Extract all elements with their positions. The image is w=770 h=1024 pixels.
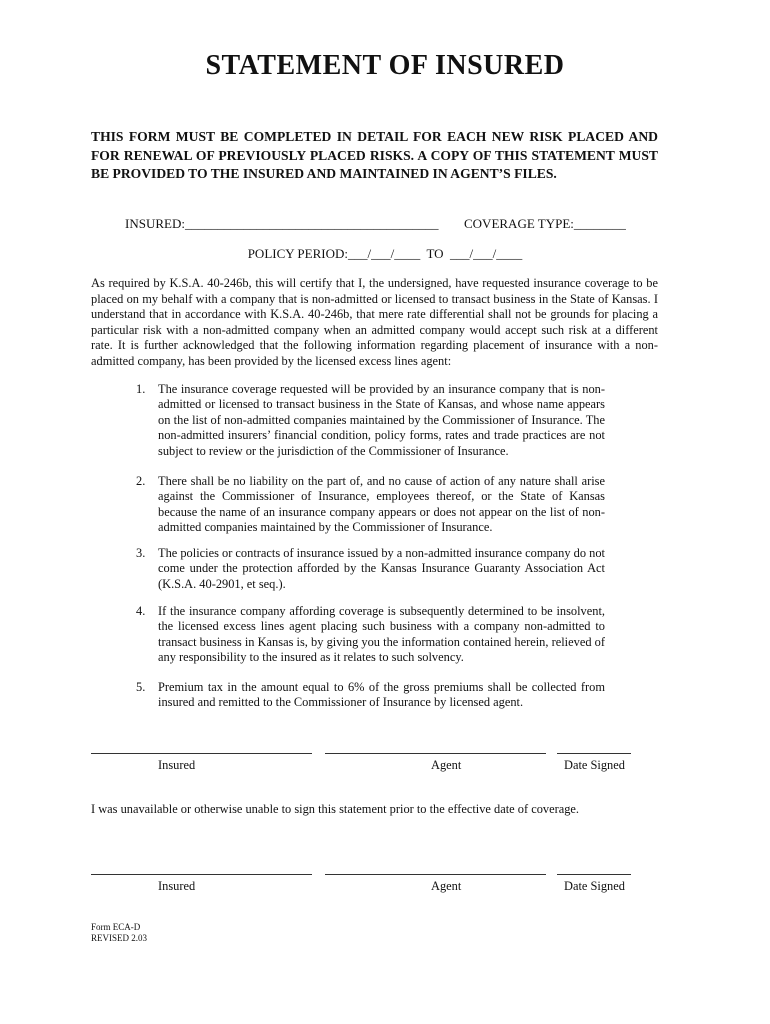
list-item-number: 1. — [136, 382, 146, 396]
insured-signature-line[interactable] — [91, 874, 312, 875]
list-item-text: There shall be no liability on the part of, and no cause of action of any nature shall arise against the Commissioner of Insurance, employees thereof, or the State of Kansas because the name of an insurance company appears or does not appear on the list of non-admitted companies maintained by the Commissioner of Insurance. — [158, 474, 605, 535]
agent-signature-line[interactable] — [325, 874, 546, 875]
certification-paragraph: As required by K.S.A. 40-246b, this will certify that I, the undersigned, have requested insurance coverage to be placed on my behalf with a company that is non-admitted or licensed to transact business in the State of Kansas. I understand that in accordance with K.S.A. 40-246b, that mere rate differential shall not be grounds for placing a particular risk with a non-admitted company when an admitted company would accept such risk at a different rate. It is further acknowledged that the following information regarding placement of insurance with a non-admitted company, has been provided by the licensed excess lines agent: — [91, 276, 658, 368]
page-title: STATEMENT OF INSURED — [205, 50, 565, 81]
agent-signature-label: Agent — [431, 758, 462, 772]
list-item-text: If the insurance company affording coverage is subsequently determined to be insolvent, the licensed excess lines agent placing such business with a company non-admitted to transact business in Kansas is, by giving you the information contained herein, relieved of any responsibility to the insured as it relates to such solvency. — [158, 604, 605, 665]
date-signed-label: Date Signed — [564, 879, 625, 893]
insured-signature-line[interactable] — [91, 753, 312, 754]
list-item-text: The policies or contracts of insurance issued by a non-admitted insurance company do not come under the protection afforded by the Kansas Insurance Guaranty Association Act (K.S.A. 40-2901, et seq.). — [158, 546, 605, 591]
list-item-number: 2. — [136, 474, 146, 488]
insured-signature-label: Insured — [158, 879, 196, 893]
list-item-number: 4. — [136, 604, 146, 618]
unavailable-statement: I was unavailable or otherwise unable to sign this statement prior to the effective date of coverage. — [91, 802, 579, 816]
date-signed-label: Date Signed — [564, 758, 625, 772]
form-number: Form ECA-D — [91, 922, 141, 932]
insured-field[interactable]: INSURED:_______________________________________ — [125, 216, 439, 231]
instructions-heading: THIS FORM MUST BE COMPLETED IN DETAIL FOR EACH NEW RISK PLACED AND FOR RENEWAL OF PREVIOUSLY PLACED RISKS. A COPY OF THIS STATEMENT MUST BE PROVIDED TO THE INSURED AND MAINTAINED IN AGENT’S FILES. — [91, 129, 658, 182]
policy-period-field[interactable]: POLICY PERIOD:___/___/____ TO ___/___/____ — [247, 246, 523, 261]
coverage-type-field[interactable]: COVERAGE TYPE:________ — [464, 216, 626, 231]
list-item-number: 5. — [136, 680, 146, 694]
form-identifier — [91, 922, 147, 944]
insured-signature-label: Insured — [158, 758, 196, 772]
list-item-text: The insurance coverage requested will be provided by an insurance company that is non-admitted or licensed to transact business in the State of Kansas, and whose name appears on the list of non-admitted companies maintained by the Commissioner of Insurance. The non-admitted insurers’ financial condition, policy forms, rates and trade practices are not subject to review or the jurisdiction of the Commissioner of Insurance. — [158, 382, 605, 458]
agent-signature-line[interactable] — [325, 753, 546, 754]
list-item-text: Premium tax in the amount equal to 6% of the gross premiums shall be collected from insured and remitted to the Commissioner of Insurance by licensed agent. — [158, 680, 605, 710]
date-signed-line[interactable] — [557, 753, 631, 754]
date-signed-line[interactable] — [557, 874, 631, 875]
agent-signature-label: Agent — [431, 879, 462, 893]
list-item-number: 3. — [136, 546, 146, 560]
revision-date: REVISED 2.03 — [91, 933, 147, 943]
